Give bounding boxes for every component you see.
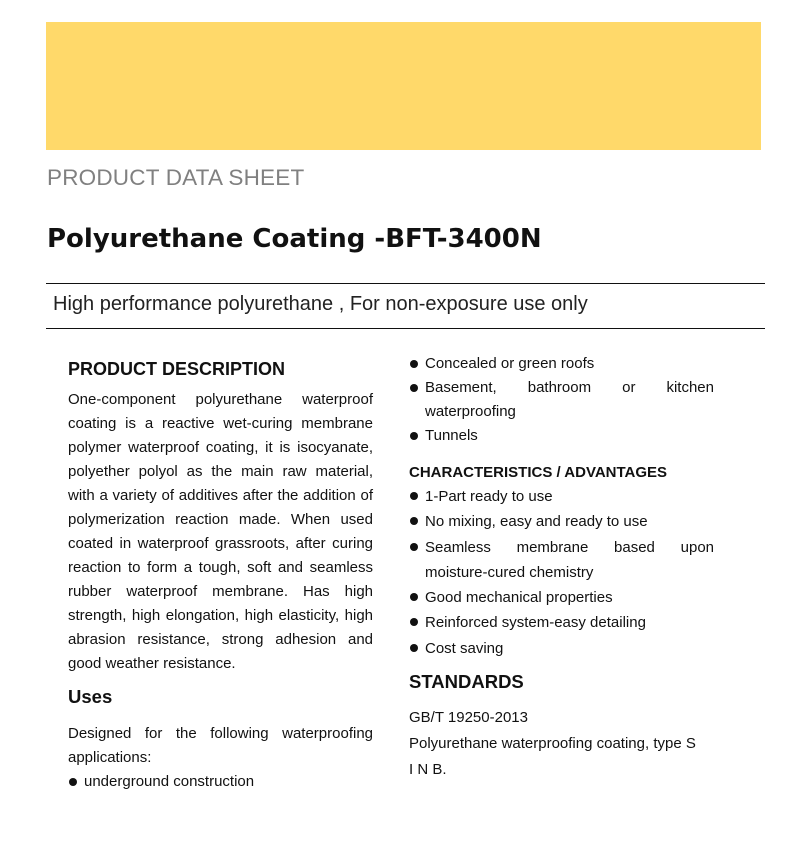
list-item (409, 424, 714, 448)
characteristics-heading: CHARACTERISTICS / ADVANTAGES (409, 464, 668, 481)
list-item-label: Basement, bathroom or kitchen (425, 379, 714, 396)
list-item-label: Tunnels (425, 427, 478, 444)
uses-list-continued (409, 352, 714, 448)
list-item-label: Cost saving (425, 639, 504, 657)
uses-heading: Uses (68, 686, 113, 707)
list-item (409, 585, 714, 610)
list-item-label: Reinforced system-easy detailing (425, 614, 646, 632)
list-item-label: 1-Part ready to use (425, 488, 553, 505)
description-text: One-component polyurethane waterproof coating is a reactive wet-curing membrane polymer waterproof coating, it is isocyanate, polyether polyol as the main raw material, with a variety of additives after the addition of polymerization reaction made. When used coated in waterproof grassroots, after curing reaction to form a tough, soft and seamless rubber waterproof membrane. Has high strength, high elongation, high elasticity, high abrasion resistance, strong adhesion and good weather resistance. (68, 391, 373, 672)
standard-description: Polyurethane waterproofing coating, type S (409, 735, 696, 753)
divider-top (46, 283, 765, 284)
list-item (409, 535, 714, 586)
list-item (409, 352, 714, 376)
list-item (68, 770, 373, 794)
page-subtitle: High performance polyurethane , For non-exposure use only (53, 293, 588, 315)
uses-intro: Designed for the following waterproofing applications: (68, 725, 373, 766)
standard-code: GB/T 19250-2013 (409, 709, 528, 727)
standards-heading: STANDARDS (409, 671, 524, 693)
list-item-label: Concealed or green roofs (425, 355, 595, 372)
left-column (68, 352, 373, 794)
list-item-label-continued: moisture-cured chemistry (425, 563, 594, 581)
header-banner (46, 22, 761, 150)
standard-description-continued: I N B. (409, 761, 447, 779)
list-item-label: Good mechanical properties (425, 589, 613, 607)
list-item (409, 610, 714, 635)
list-item-label: No mixing, easy and ready to use (425, 513, 648, 531)
right-column (409, 352, 714, 783)
list-item (409, 376, 714, 424)
sheet-label: PRODUCT DATA SHEET (47, 165, 305, 190)
page-title: Polyurethane Coating -BFT-3400N (47, 224, 542, 254)
characteristics-list (409, 484, 714, 661)
uses-list (68, 770, 373, 794)
list-item-label: Seamless membrane based upon (425, 538, 714, 556)
description-heading: PRODUCT DESCRIPTION (68, 359, 286, 379)
divider-bottom (46, 328, 765, 329)
list-item (409, 509, 714, 534)
list-item (409, 484, 714, 509)
list-item (409, 636, 714, 661)
standards-text (409, 705, 714, 783)
list-item-label-continued: waterproofing (425, 403, 516, 420)
list-item-label: underground construction (84, 773, 255, 790)
